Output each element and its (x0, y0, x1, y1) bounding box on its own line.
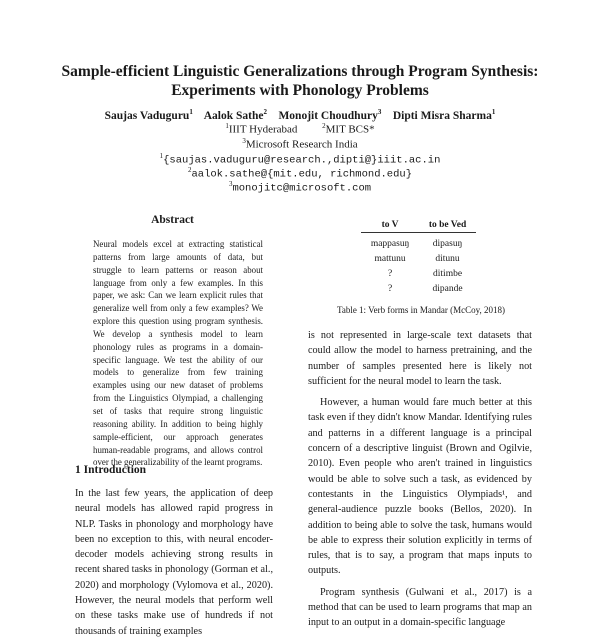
affiliation-iiit: IIIT Hyderabad (228, 123, 298, 136)
paragraph: However, a human would fare much better at this task even if they didn't know Mandar. Identifying rules and patterns in a different language is a principal concern of a descriptive linguist (Brown and Ogilvie, 2010). Even people who aren't trained in linguistics would be able to solve such a task, as evidenced by contestants in the Linguistics Olympiads¹, and general-audience puzzle books (Bellos, 2020). In addition to being able to solve the task, humans would be able to express their solution explicitly in terms of rules, that is to say, a program that maps inputs to outputs. (308, 397, 532, 577)
author-list (40, 108, 560, 122)
author-name: Saujas Vaduguru (104, 109, 190, 122)
affiliation-line (40, 137, 560, 151)
author-name: Aalok Sathe (203, 109, 264, 122)
title-line-1: Sample-efficient Linguistic Generalizations through Program Synthesis: (61, 63, 539, 80)
affiliation-mark: 3 (242, 137, 246, 145)
table-row (361, 267, 476, 282)
email-line (40, 180, 560, 195)
table-cell: ? (387, 284, 393, 294)
email-3: monojitc@microsoft.com (232, 182, 372, 195)
email-mark: 2 (187, 166, 192, 174)
table-cell: dipande (432, 284, 463, 294)
email-2: aalok.sathe@{mit.edu, richmond.edu} (191, 168, 413, 181)
table-cell: mattunu (374, 254, 406, 264)
table-caption: Table 1: Verb forms in Mandar (McCoy, 2018) (336, 305, 506, 315)
paragraph: Program synthesis (Gulwani et al., 2017) is a method that can be used to learn programs that map an input to an output in a domain-specific language (308, 586, 532, 629)
table-header: to be Ved (419, 218, 476, 233)
right-column-text (308, 328, 532, 637)
table-cell: mappasuŋ (370, 239, 410, 249)
affiliation-mit: MIT BCS* (325, 123, 375, 136)
affiliation-mark: 1 (225, 122, 229, 130)
table-row (361, 282, 476, 297)
email-mark: 1 (159, 152, 164, 160)
introduction-text: In the last few years, the application of deep neural models has allowed rapid progress in NLP. Tasks in phonology and morphology have been no exception to this, with neural encoder-decoder models achieving strong results in recent shared tasks in phonology (Gorman et al., 2020) and morphology (Vylomova et al., 2020). However, the neural models that perform well on these tasks make use of hundreds if not thousands of training examples (75, 488, 273, 637)
abstract-heading: Abstract (151, 214, 194, 226)
affiliation-mark: 2 (322, 122, 326, 130)
table-row (361, 233, 476, 253)
author-mark: 1 (491, 108, 496, 116)
author-name: Dipti Misra Sharma (392, 109, 492, 122)
affiliation-line (40, 122, 560, 136)
author-mark: 2 (263, 108, 267, 116)
email-1: {saujas.vaduguru@research.,dipti@}iiit.ac.in (163, 154, 441, 167)
table-cell: ditunu (435, 254, 460, 264)
abstract-text: Neural models excel at extracting statistical patterns from large amounts of data, but struggle to learn patterns or reason about language from only a few examples. In this paper, we ask: Can we learn explicit rules that generalize well from only a few examples? We explore this question using program synthesis. We develop a synthesis model to learn phonology rules as programs in a domain-specific language. We test the ability of our models to generalize from few training examples using our new dataset of problems from the Linguistics Olympiad, a challenging set of tasks that require strong linguistic reasoning ability. In addition to being highly sample-efficient, our approach generates human-readable programs, and allows control over the generalizability of the learnt programs. (93, 239, 263, 468)
author-name: Monojit Choudhury (278, 109, 378, 122)
affiliation-microsoft: Microsoft Research India (245, 138, 358, 151)
author-mark: 1 (189, 108, 193, 116)
verb-forms-table (361, 218, 476, 297)
email-line (40, 166, 560, 181)
table-cell: ditimbe (433, 269, 463, 279)
email-line (40, 152, 560, 167)
paper-title (40, 62, 560, 100)
author-mark: 3 (377, 108, 382, 116)
paragraph: is not represented in large-scale text datasets that could allow the model to harness pretraining, and the number of samples presented here is likely not sufficient for the neural model to learn the task. (308, 330, 532, 387)
table-cell: dipasuŋ (432, 239, 463, 249)
table-cell: ? (387, 269, 393, 279)
title-line-2: Experiments with Phonology Problems (171, 82, 429, 99)
table-row (361, 252, 476, 267)
introduction-heading: 1 Introduction (75, 464, 147, 476)
email-mark: 3 (228, 180, 233, 188)
table-header: to V (361, 218, 419, 233)
